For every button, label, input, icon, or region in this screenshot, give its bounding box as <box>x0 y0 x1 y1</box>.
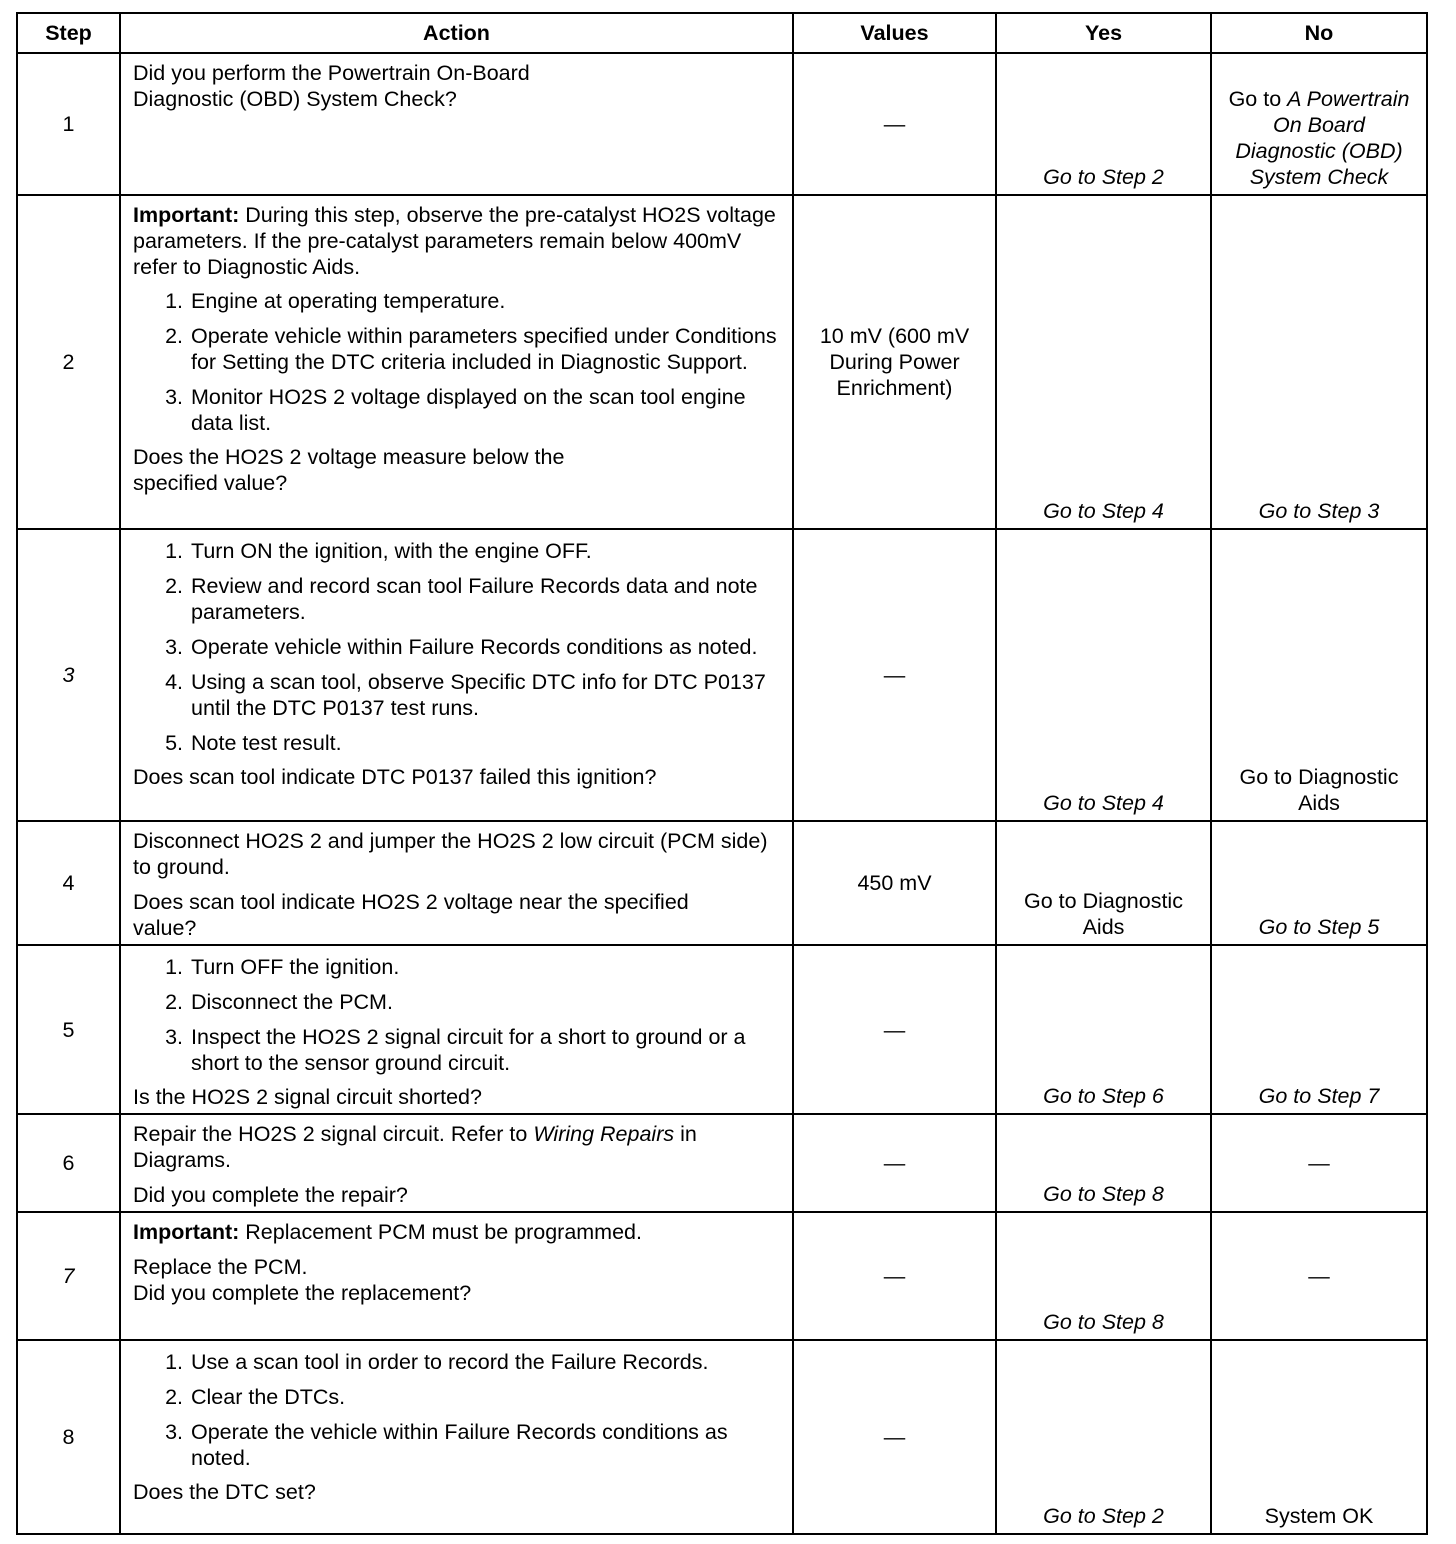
action-question: Does scan tool indicate HO2S 2 voltage near the specified value? <box>133 890 689 940</box>
list-item: 3. Operate the vehicle within Failure Records conditions as noted. <box>189 1419 784 1471</box>
values-cell: 10 mV (600 mV During Power Enrichment) <box>793 195 996 529</box>
table-row-step-2 <box>17 195 1427 529</box>
no-cell: Go to Step 3 <box>1211 195 1427 529</box>
action-cell <box>120 195 793 529</box>
header-action: Action <box>120 13 793 53</box>
action-cell <box>120 53 793 195</box>
action-cell <box>120 1114 793 1212</box>
action-steps <box>133 1349 784 1471</box>
table-row-step-7 <box>17 1212 1427 1340</box>
step-number: 3 <box>17 529 120 821</box>
no-link: A Powertrain On Board Diagnostic (OBD) System Check <box>1235 87 1410 189</box>
important-note <box>133 202 784 280</box>
values-cell: — <box>793 1114 996 1212</box>
important-text: Replacement PCM must be programmed. <box>239 1220 642 1244</box>
list-item: 3. Operate vehicle within Failure Records conditions as noted. <box>189 634 784 660</box>
action-steps <box>133 954 784 1076</box>
values-cell: — <box>793 53 996 195</box>
list-item: 2. Disconnect the PCM. <box>189 989 784 1015</box>
list-item: 1. Turn OFF the ignition. <box>189 954 784 980</box>
step-number: 6 <box>17 1114 120 1212</box>
yes-cell: Go to Step 2 <box>996 1340 1211 1534</box>
list-item: 1. Turn ON the ignition, with the engine OFF. <box>189 538 784 564</box>
table-row-step-1 <box>17 53 1427 195</box>
no-cell: System OK <box>1211 1340 1427 1534</box>
action-text: Disconnect HO2S 2 and jumper the HO2S 2 low circuit (PCM side) to ground. <box>133 829 768 879</box>
list-item: 5. Note test result. <box>189 730 784 756</box>
no-prefix: Go to <box>1228 87 1288 111</box>
action-question: Did you complete the replacement? <box>133 1281 472 1305</box>
values-cell: 450 mV <box>793 821 996 945</box>
step-number: 5 <box>17 945 120 1114</box>
action-steps <box>133 288 784 436</box>
header-row <box>17 13 1427 53</box>
values-cell: — <box>793 1212 996 1340</box>
important-note <box>133 1219 784 1245</box>
list-item: 1. Engine at operating temperature. <box>189 288 784 314</box>
action-text: Replace the PCM. <box>133 1255 308 1279</box>
step-number: 2 <box>17 195 120 529</box>
no-cell: Go to Diagnostic Aids <box>1211 529 1427 821</box>
action-text <box>133 1121 784 1173</box>
action-text-post: in Diagrams. <box>133 1122 697 1172</box>
important-text: During this step, observe the pre-catalyst HO2S voltage parameters. If the pre-catalyst parameters remain below 400mV refer to Diagnostic Aids. <box>133 203 776 279</box>
values-cell: — <box>793 529 996 821</box>
header-yes: Yes <box>996 13 1211 53</box>
action-text-pre: Repair the HO2S 2 signal circuit. Refer to <box>133 1122 534 1146</box>
list-item: 3. Monitor HO2S 2 voltage displayed on the scan tool engine data list. <box>189 384 784 436</box>
list-item: 2. Operate vehicle within parameters specified under Conditions for Setting the DTC criteria included in Diagnostic Support. <box>189 323 784 375</box>
action-steps <box>133 538 784 756</box>
yes-cell: Go to Step 4 <box>996 529 1211 821</box>
no-cell: — <box>1211 1114 1427 1212</box>
diagnostic-table <box>16 12 1428 1535</box>
header-step: Step <box>17 13 120 53</box>
yes-cell: Go to Step 6 <box>996 945 1211 1114</box>
table-row-step-8 <box>17 1340 1427 1534</box>
wiring-repairs-link: Wiring Repairs <box>533 1122 675 1146</box>
action-cell <box>120 945 793 1114</box>
yes-cell: Go to Step 8 <box>996 1212 1211 1340</box>
header-values: Values <box>793 13 996 53</box>
action-cell <box>120 1212 793 1340</box>
step-number: 1 <box>17 53 120 195</box>
important-label: Important: <box>133 203 240 227</box>
no-cell: — <box>1211 1212 1427 1340</box>
no-cell <box>1211 53 1427 195</box>
table-row-step-4 <box>17 821 1427 945</box>
step-number: 8 <box>17 1340 120 1534</box>
header-no: No <box>1211 13 1427 53</box>
action-question: Does scan tool indicate DTC P0137 failed this ignition? <box>133 765 657 789</box>
action-cell <box>120 1340 793 1534</box>
yes-cell: Go to Diagnostic Aids <box>996 821 1211 945</box>
step-number: 7 <box>17 1212 120 1340</box>
yes-cell: Go to Step 4 <box>996 195 1211 529</box>
action-question: Does the DTC set? <box>133 1480 316 1504</box>
important-label: Important: <box>133 1220 240 1244</box>
list-item: 1. Use a scan tool in order to record the Failure Records. <box>189 1349 711 1375</box>
list-item: 2. Clear the DTCs. <box>189 1384 784 1410</box>
list-item: 2. Review and record scan tool Failure Records data and note parameters. <box>189 573 784 625</box>
action-question: Did you perform the Powertrain On-Board Diagnostic (OBD) System Check? <box>133 61 530 111</box>
action-cell <box>120 821 793 945</box>
list-item: 3. Inspect the HO2S 2 signal circuit for a short to ground or a short to the sensor ground circuit. <box>189 1024 751 1076</box>
values-cell: — <box>793 1340 996 1534</box>
no-cell: Go to Step 7 <box>1211 945 1427 1114</box>
action-cell <box>120 529 793 821</box>
table-row-step-6 <box>17 1114 1427 1212</box>
action-question: Does the HO2S 2 voltage measure below the specified value? <box>133 445 565 495</box>
action-question: Is the HO2S 2 signal circuit shorted? <box>133 1085 482 1109</box>
table-row-step-3 <box>17 529 1427 821</box>
list-item: 4. Using a scan tool, observe Specific DTC info for DTC P0137 until the DTC P0137 test runs. <box>189 669 784 721</box>
step-number: 4 <box>17 821 120 945</box>
yes-cell: Go to Step 2 <box>996 53 1211 195</box>
table-row-step-5 <box>17 945 1427 1114</box>
no-cell: Go to Step 5 <box>1211 821 1427 945</box>
yes-cell: Go to Step 8 <box>996 1114 1211 1212</box>
action-question: Did you complete the repair? <box>133 1183 408 1207</box>
values-cell: — <box>793 945 996 1114</box>
